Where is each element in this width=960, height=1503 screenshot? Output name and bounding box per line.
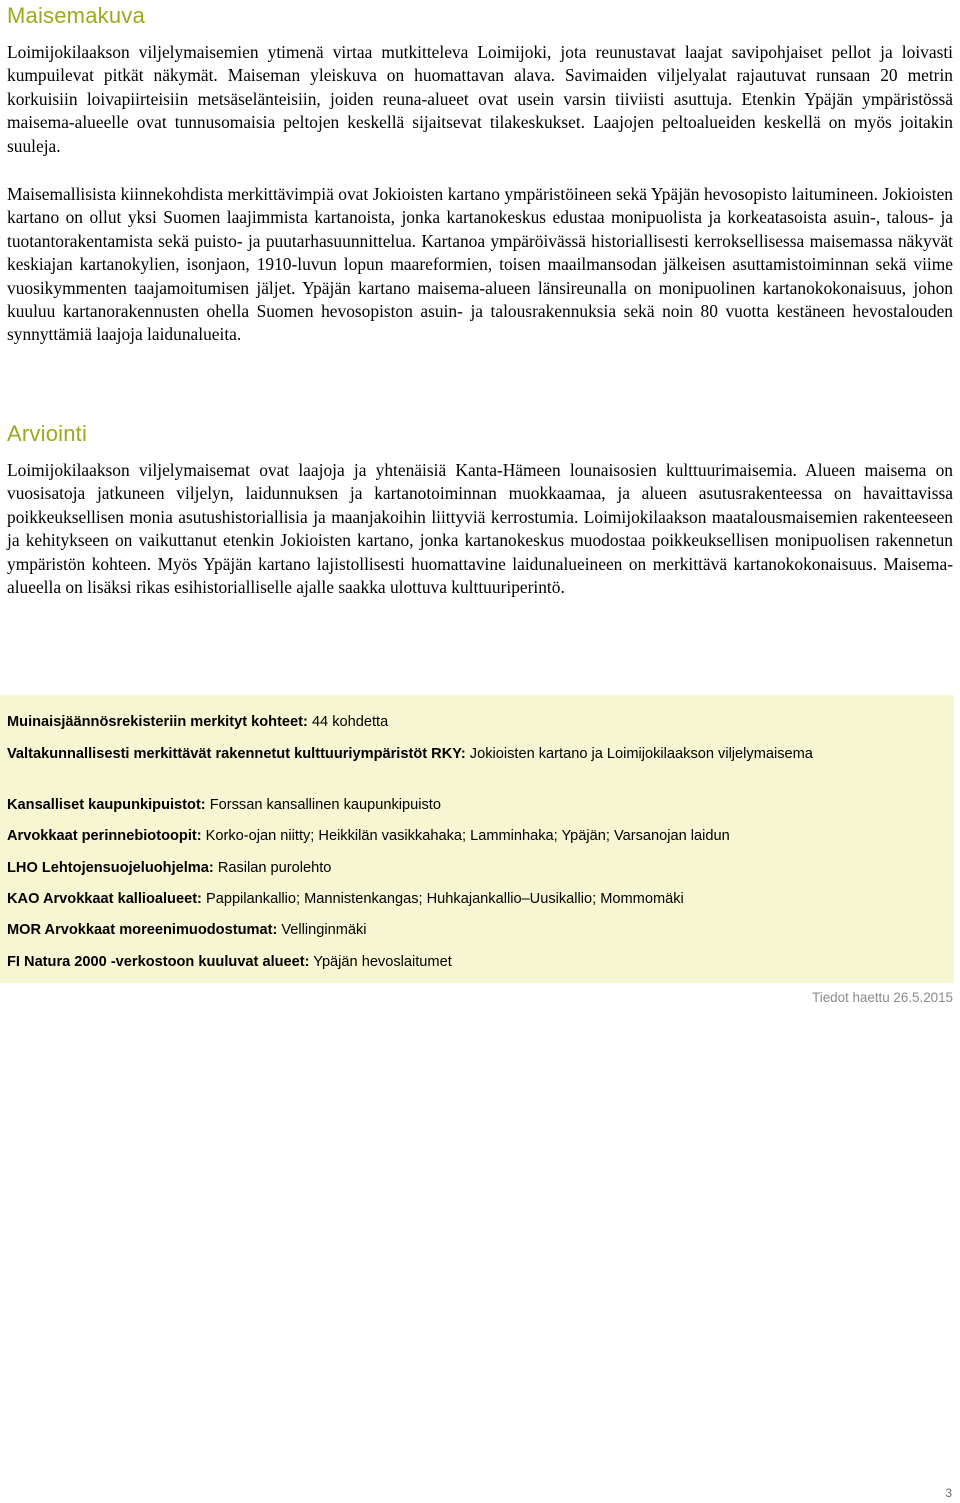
paragraph-maisemakuva-2: Maisemallisista kiinnekohdista merkittävimpiä ovat Jokioisten kartano ympäristöineen sekä Ypäjän hevosopisto laitumineen. Jokioisten kartano on ollut yksi Suomen laajimmista kartanoista, jonka kartanokeskus edustaa monipuolista ja korkeatasoista asuin-, talous- ja tuotantorakentamista sekä puisto- ja puutarhasuunnittelua. Kartanoa ympäröivässä historiallisesti kerroksellisessa maisemassa näkyvät keskiajan kartanokylien, isonjaon, 1910-luvun lopun maareformien, toisen maailmansodan jälkeisen asuttamistoiminnan sekä viime vuosikymmenten taajamoitumisen jäljet. Ypäjän kartano maisema-alueen länsireunalla on monipuolinen kartanokokonaisuus, johon kuuluu kartanorakennusten ohella Suomen hevosopiston asuin- ja talousrakennuksia sekä noin 80 vuotta kestäneen hevostalouden synnyttämiä laajoja laidunalueita. [7, 184, 953, 345]
info-value: Ypäjän hevoslaitumet [309, 954, 452, 970]
info-label: LHO Lehtojensuojeluohjelma: [7, 860, 214, 876]
info-value: Forssan kansallinen kaupunkipuisto [205, 797, 441, 813]
info-row-muinaisjaannokset [7, 713, 942, 732]
section-title-maisemakuva: Maisemakuva [7, 3, 145, 28]
info-row-kao [7, 890, 942, 909]
info-label: Muinaisjäännösrekisteriin merkityt kohteet: [7, 714, 308, 730]
paragraph-arviointi-1: Loimijokilaakson viljelymaisemat ovat laajoja ja yhtenäisiä Kanta-Hämeen lounaisosien kulttuurimaisemia. Alueen maisema on vuosisatoja jatkuneen viljelyn, laidunnuksen ja kartanotoiminnan muokkaamaa, ja alueen asutusrakenteessa on havaittavissa poikkeuksellisen monia asutushistoriallisia ja maanjakoihin liittyviä kerrostumia. Loimijokilaakson maatalousmaisemien rakenteeseen ja kehitykseen on vaikuttanut etenkin Jokioisten kartano, jonka kartanokeskus muodostaa poikkeuksellisen monipuolisen rakennetun ympäristön kohteen. Myös Ypäjän kartano lajistollisesti huomattavine laidunalueineen on merkittävä kartanokokonaisuus. Maisema-alueella on lisäksi rikas esihistorialliselle ajalle saakka ulottuva kulttuuriperintö. [7, 460, 953, 598]
section-title-arviointi: Arviointi [7, 421, 88, 446]
info-row-natura [7, 953, 942, 972]
source-note: Tiedot haettu 26.5.2015 [812, 990, 953, 1005]
info-row-kaupunkipuistot [7, 796, 942, 815]
info-value: Pappilankallio; Mannistenkangas; Huhkajankallio–Uusikallio; Mommomäki [201, 891, 684, 907]
info-row-mor [7, 921, 942, 940]
info-value: Rasilan purolehto [213, 860, 332, 876]
info-value: 44 kohdetta [307, 714, 389, 730]
info-value: Vellinginmäki [277, 922, 367, 938]
info-label: FI Natura 2000 -verkostoon kuuluvat alueet: [7, 954, 310, 970]
info-value: Jokioisten kartano ja Loimijokilaakson viljelymaisema [465, 746, 813, 762]
page-number: 3 [945, 1486, 952, 1500]
info-row-lho [7, 859, 942, 878]
info-row-rky [7, 745, 942, 764]
info-label: Arvokkaat perinnebiotoopit: [7, 828, 202, 844]
info-row-perinnebiotoopit [7, 827, 942, 846]
info-label: KAO Arvokkaat kallioalueet: [7, 891, 202, 907]
paragraph-maisemakuva-1: Loimijokilaakson viljelymaisemien ytimenä virtaa mutkitteleva Loimijoki, jota reunustavat laajat savipohjaiset pellot ja loivasti kumpuilevat pitkät näkymät. Maiseman yleiskuva on huomattavan alava. Savimaiden viljelyalat rajautuvat runsaan 20 metrin korkuisiin loivapiirteisiin metsäselänteisiin, joiden reuna-alueet ovat usein varsin tiiviisti asuttuja. Etenkin Ypäjän ympäristössä maisema-alueelle ovat tunnusomaisia peltojen keskellä sijaitsevat tilakeskukset. Laajojen peltoalueiden keskellä on myös joitakin suuleja. [7, 42, 953, 156]
info-value: Korko-ojan niitty; Heikkilän vasikkahaka; Lamminhaka; Ypäjän; Varsanojan laidun [201, 828, 730, 844]
info-label: Kansalliset kaupunkipuistot: [7, 797, 206, 813]
info-label: MOR Arvokkaat moreenimuodostumat: [7, 922, 278, 938]
info-label: Valtakunnallisesti merkittävät rakennetut kulttuuriympäristöt RKY: [7, 746, 466, 762]
